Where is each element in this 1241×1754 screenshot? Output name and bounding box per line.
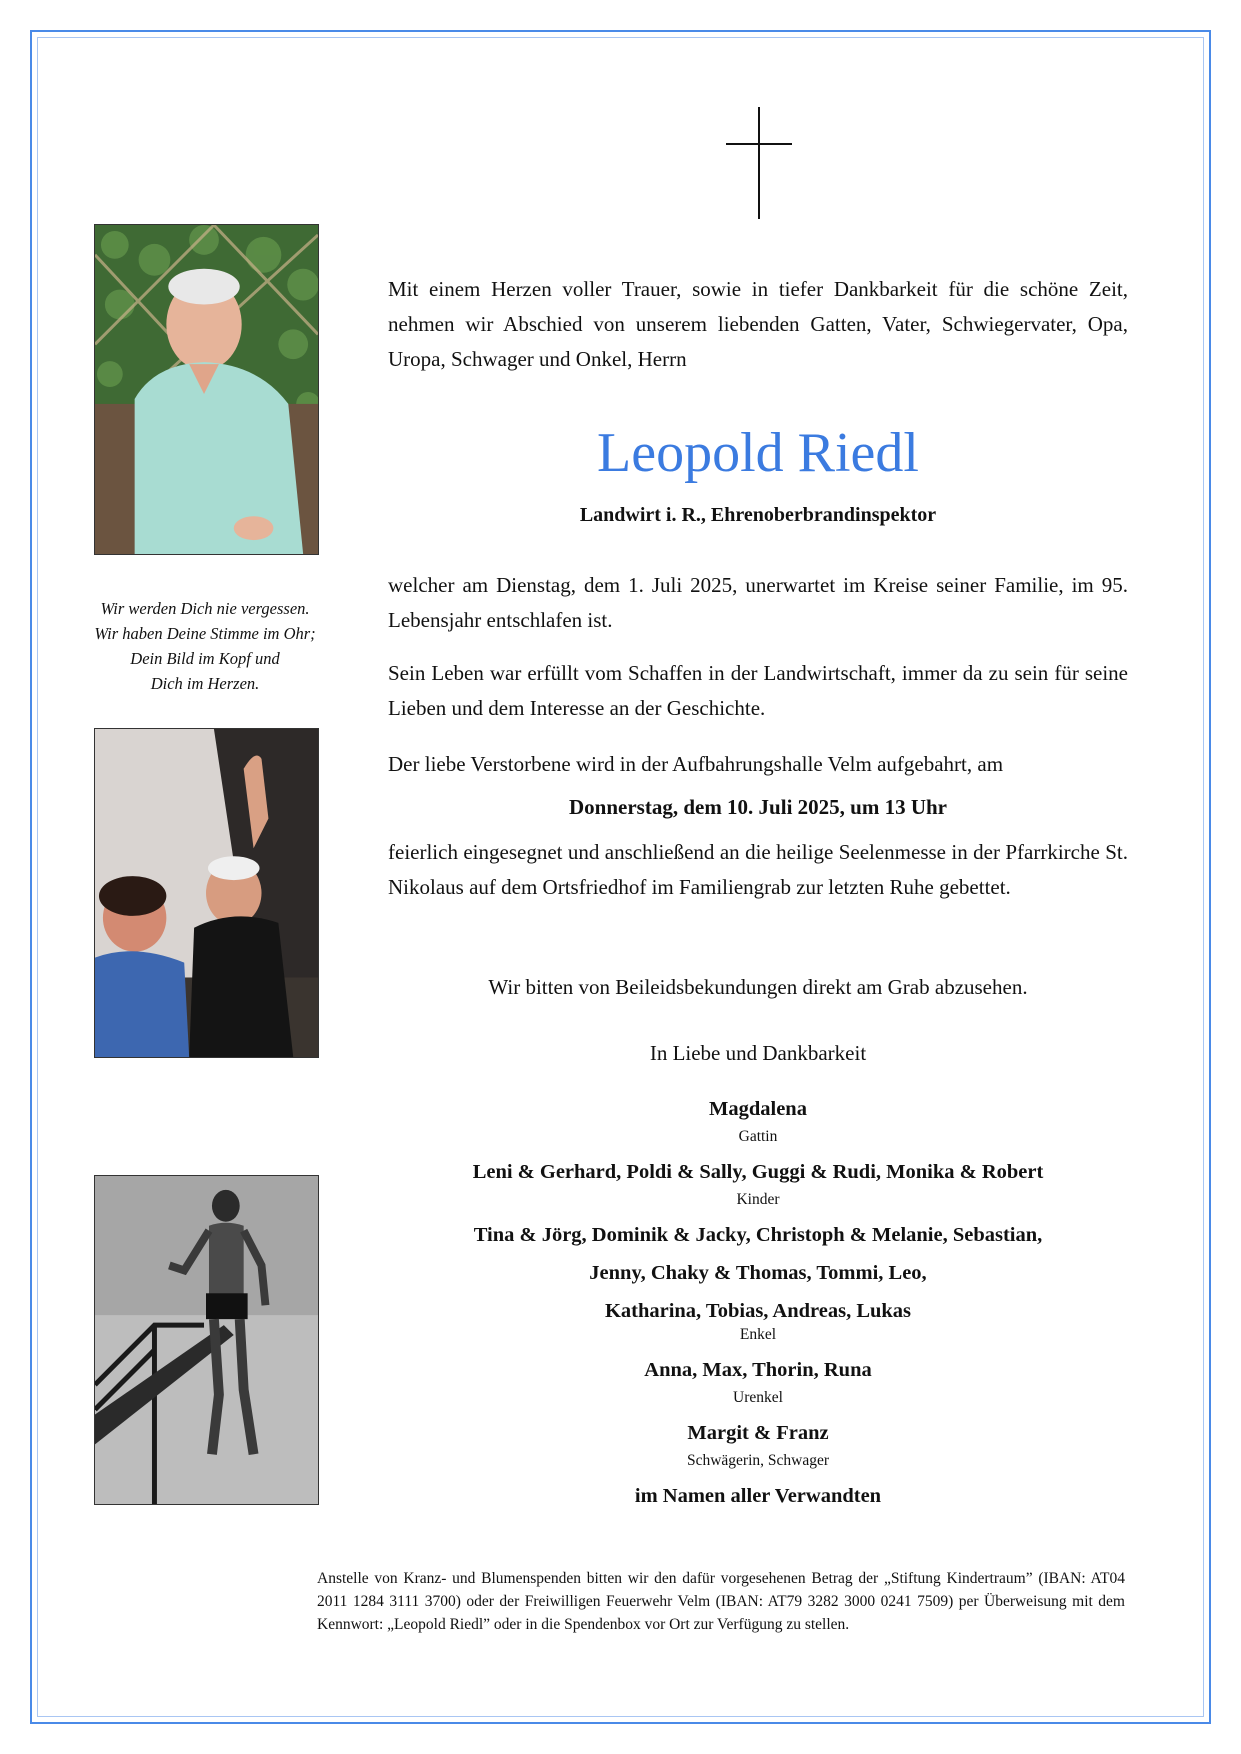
life-text: Sein Leben war erfüllt vom Schaffen in der Landwirtschaft, immer da zu sein für seine Lieben und dem Interesse an der Geschichte. (388, 661, 1128, 720)
deceased-title: Landwirt i. R., Ehrenoberbrandinspektor (579, 504, 937, 526)
condolences-note: Wir bitten von Beileidsbekundungen direkt am Grab abzusehen. (488, 975, 1028, 999)
cross-icon (726, 107, 792, 219)
intro-text: Mit einem Herzen voller Trauer, sowie in tiefer Dankbarkeit für die schöne Zeit, nehmen wir Abschied von unserem liebenden Gatten, Vater, Schwiegervater, Opa, Uropa, Schwager und Onkel, Herrn (388, 277, 1128, 371)
mourner-role: Urenkel (733, 1389, 783, 1406)
closing-line: im Namen aller Verwandten (634, 1485, 882, 1507)
mourner-names: Leni & Gerhard, Poldi & Sally, Guggi & Rudi, Monika & Robert (472, 1161, 1044, 1183)
deceased-name: Leopold Riedl (597, 422, 919, 484)
blessing-text: feierlich eingesegnet und anschließend an die heilige Seelenmesse in der Pfarrkirche St. Nikolaus auf dem Ortsfriedhof im Familiengrab zur letzten Ruhe gebettet. (388, 840, 1128, 899)
poem-line: Wir werden Dich nie vergessen. (100, 599, 310, 618)
mourner-names: Jenny, Chaky & Thomas, Tommi, Leo, (589, 1262, 927, 1284)
donation-note: Anstelle von Kranz- und Blumenspenden bitten wir den dafür vorgesehenen Betrag der „Stiftung Kindertraum” (IBAN: AT04 2011 1284 3111 3700) oder der Freiwilligen Feuerwehr Velm (IBAN: AT79 3282 3000 0241 7509) per Überweisung mit dem Kennwort: „Leopold Riedl” oder in die Spendenbox vor Ort zur Verfügung zu stellen. (317, 1570, 1125, 1633)
mourner-names: Magdalena (709, 1098, 807, 1120)
mourner-role: Kinder (736, 1191, 780, 1208)
mourner-names: Tina & Jörg, Dominik & Jacky, Christoph & Melanie, Sebastian, (473, 1224, 1043, 1246)
mourner-names: Anna, Max, Thorin, Runa (644, 1359, 872, 1381)
couple-photo (94, 728, 319, 1058)
death-notice-text: welcher am Dienstag, dem 1. Juli 2025, unerwartet im Kreise seiner Familie, im 95. Lebensjahr entschlafen ist. (388, 573, 1128, 632)
mourner-role: Schwägerin, Schwager (686, 1452, 830, 1469)
poem-line: Wir haben Deine Stimme im Ohr; (94, 624, 316, 643)
laid-out-text: Der liebe Verstorbene wird in der Aufbahrungshalle Velm aufgebahrt, am (388, 752, 1004, 776)
poem-line: Dich im Herzen. (150, 674, 260, 693)
mourners-list (388, 1090, 1128, 1477)
funeral-date: Donnerstag, dem 10. Juli 2025, um 13 Uhr (568, 795, 947, 819)
in-love-line: In Liebe und Dankbarkeit (649, 1041, 867, 1065)
mourner-names: Margit & Franz (687, 1422, 829, 1444)
mourner-role: Gattin (738, 1128, 778, 1145)
mourner-names: Katharina, Tobias, Andreas, Lukas (604, 1300, 912, 1322)
diving-photo (94, 1175, 319, 1505)
memorial-poem (60, 596, 350, 696)
portrait-photo (94, 224, 319, 555)
mourner-role: Enkel (739, 1326, 777, 1343)
poem-line: Dein Bild im Kopf und (130, 649, 280, 668)
